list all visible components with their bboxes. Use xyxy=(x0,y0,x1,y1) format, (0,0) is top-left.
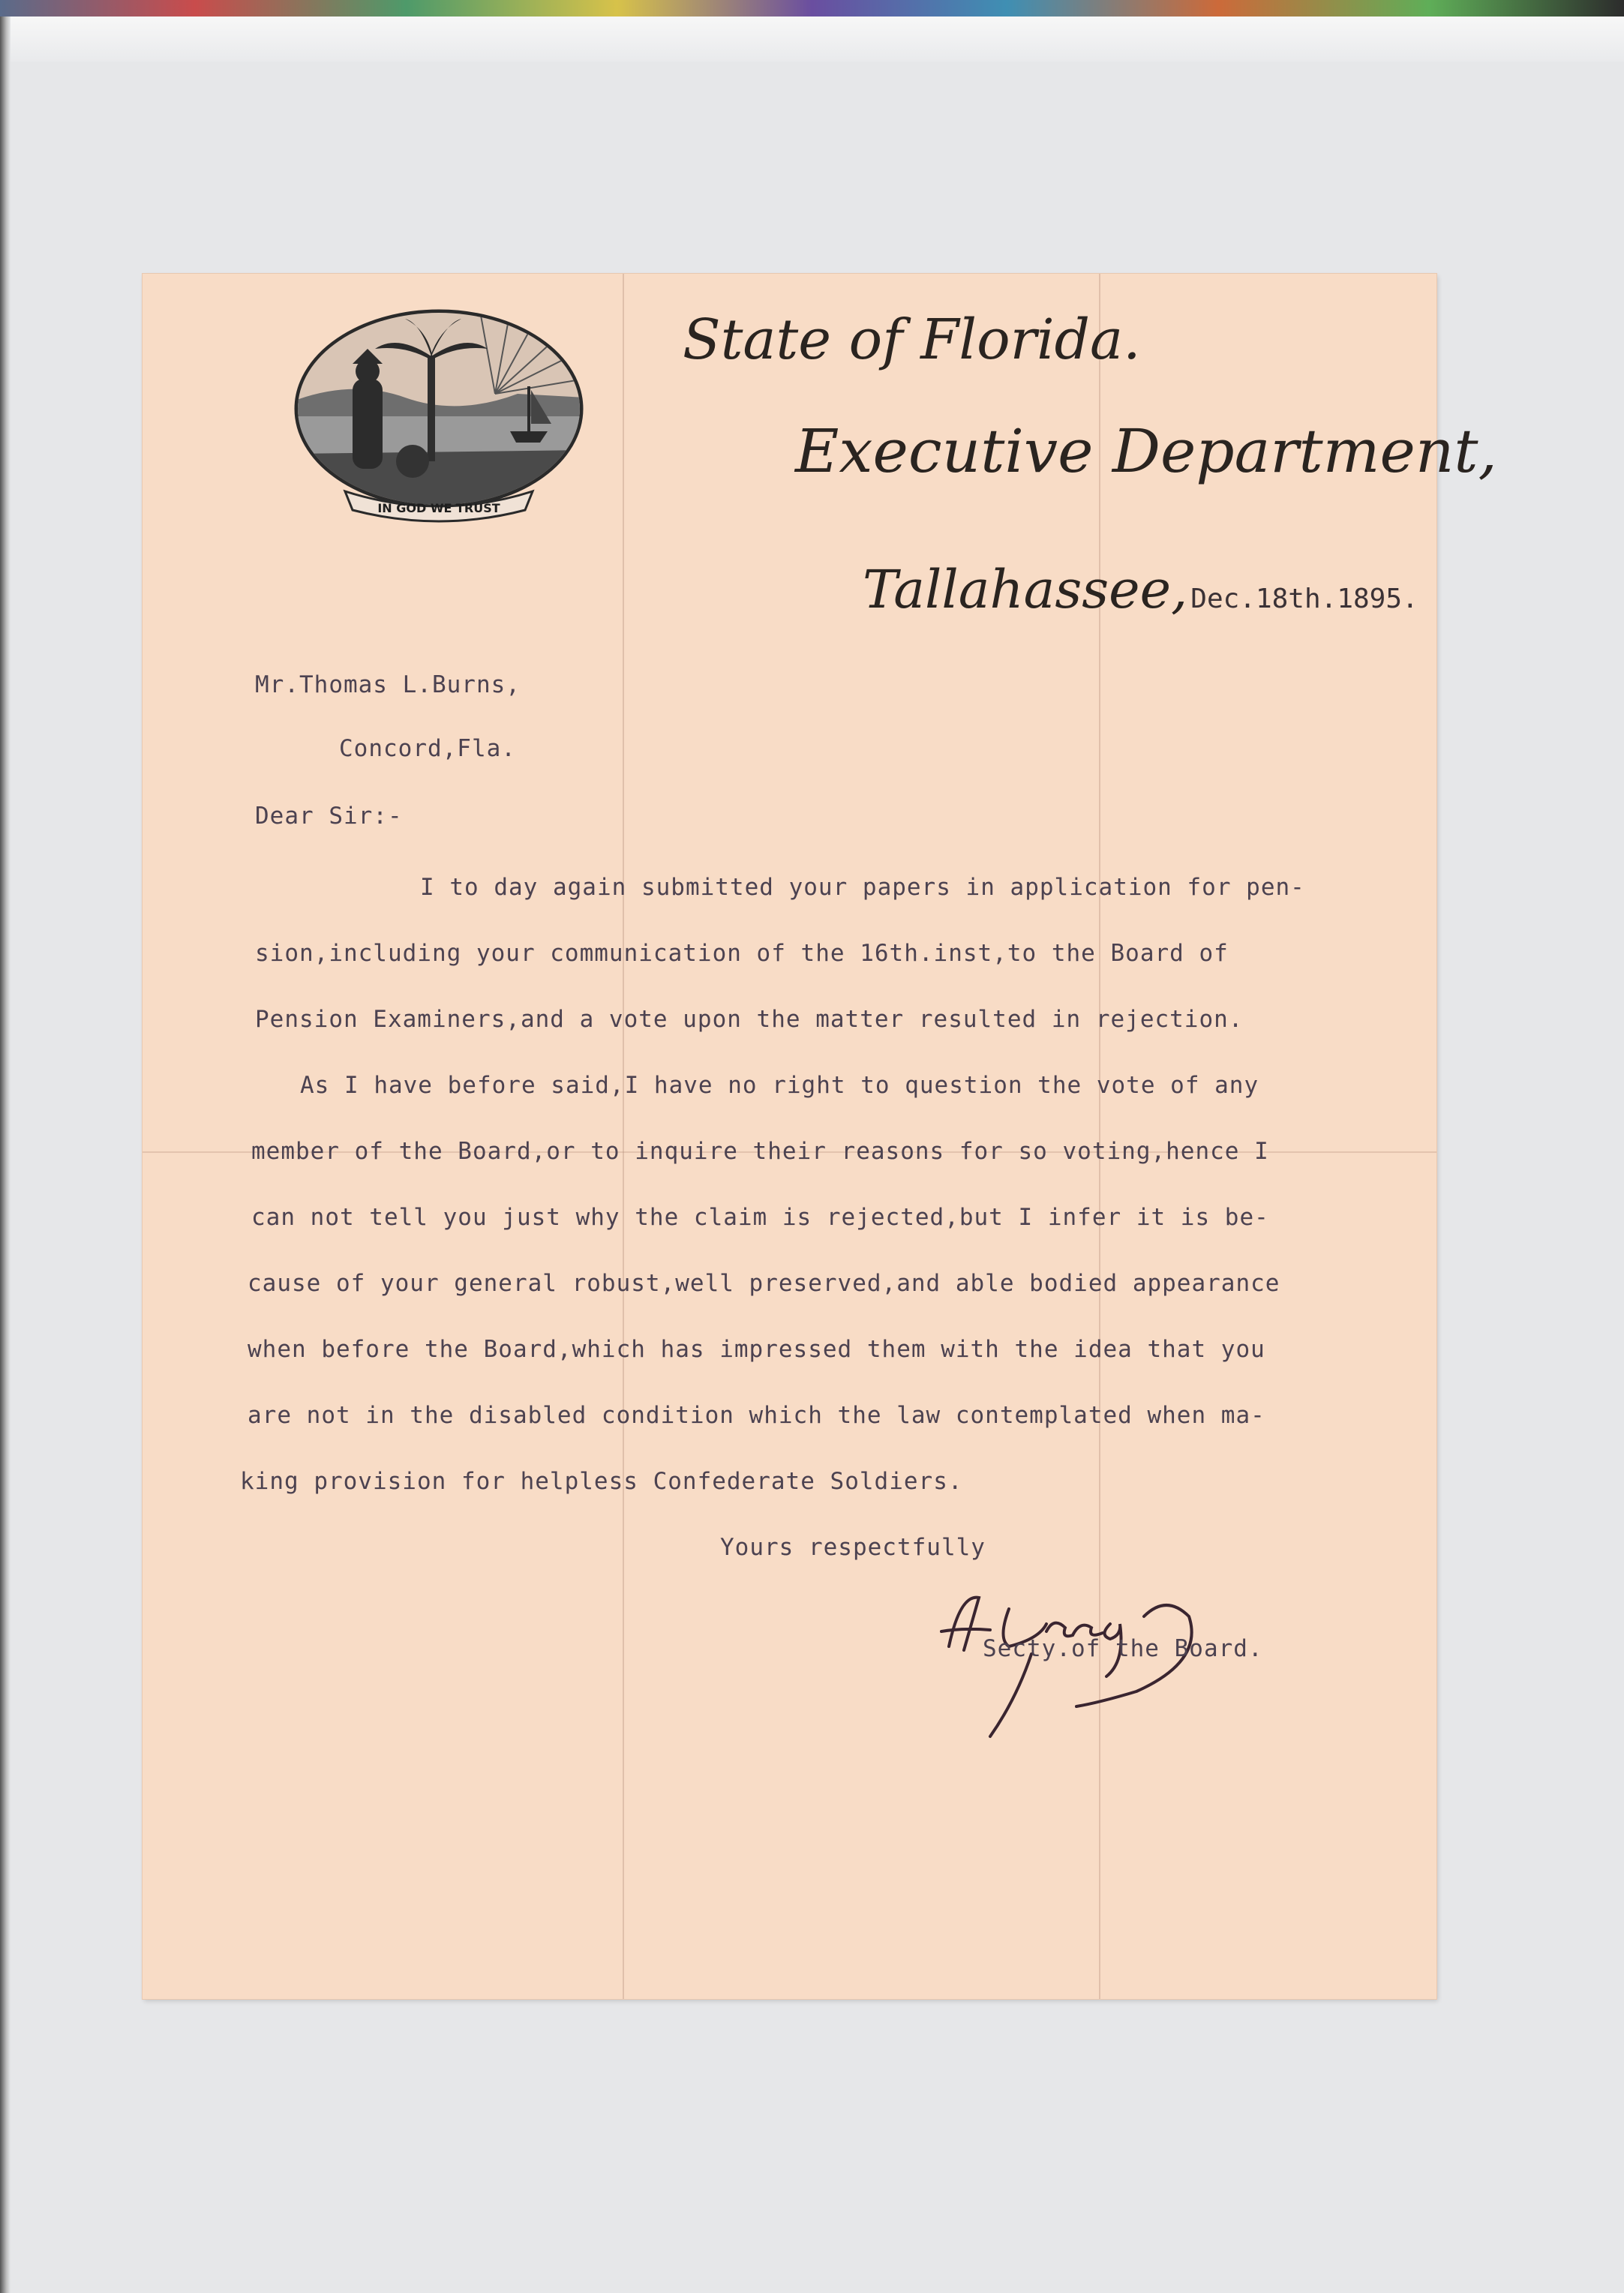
body-line: when before the Board,which has impressed them with the idea that you xyxy=(248,1336,1265,1363)
body-line: are not in the disabled condition which the law contemplated when ma- xyxy=(248,1402,1265,1429)
scan-color-strip xyxy=(0,0,1624,17)
body-line: can not tell you just why the claim is rejected,but I infer it is be- xyxy=(251,1204,1269,1231)
scan-margin xyxy=(0,17,1624,62)
body-line: king provision for helpless Confederate Soldiers. xyxy=(240,1468,963,1495)
body-line: I to day again submitted your papers in application for pen- xyxy=(420,874,1305,901)
letterhead-department: Executive Department, xyxy=(795,416,1497,486)
body-line: sion,including your communication of the 16th.inst,to the Board of xyxy=(255,940,1229,967)
state-seal-icon xyxy=(293,304,585,529)
signature-text: A.Lang. xyxy=(919,1564,923,1565)
body-line: cause of your general robust,well preserved,and able bodied appearance xyxy=(248,1270,1280,1297)
dateline-city: Tallahassee, xyxy=(863,559,1188,620)
seal-motto: IN GOD WE TRUST xyxy=(377,501,500,515)
recipient-place: Concord,Fla. xyxy=(339,735,516,762)
dateline xyxy=(863,559,1418,620)
letterhead-state: State of Florida. xyxy=(683,308,1141,372)
dateline-date: Dec.18th.1895. xyxy=(1190,584,1418,614)
salutation: Dear Sir:- xyxy=(255,803,403,830)
body-line: As I have before said,I have no right to question the vote of any xyxy=(300,1072,1259,1099)
body-line: member of the Board,or to inquire their reasons for so voting,hence I xyxy=(251,1138,1269,1165)
recipient-name: Mr.Thomas L.Burns, xyxy=(255,671,521,698)
body-line: Pension Examiners,and a vote upon the matter resulted in rejection. xyxy=(255,1006,1244,1033)
scan-left-shadow xyxy=(0,17,11,2293)
fold-crease-vertical xyxy=(623,274,624,1999)
letter-sheet xyxy=(143,274,1497,1999)
closing: Yours respectfully xyxy=(720,1534,986,1561)
signer-title: Secty.of the Board. xyxy=(983,1635,1263,1662)
